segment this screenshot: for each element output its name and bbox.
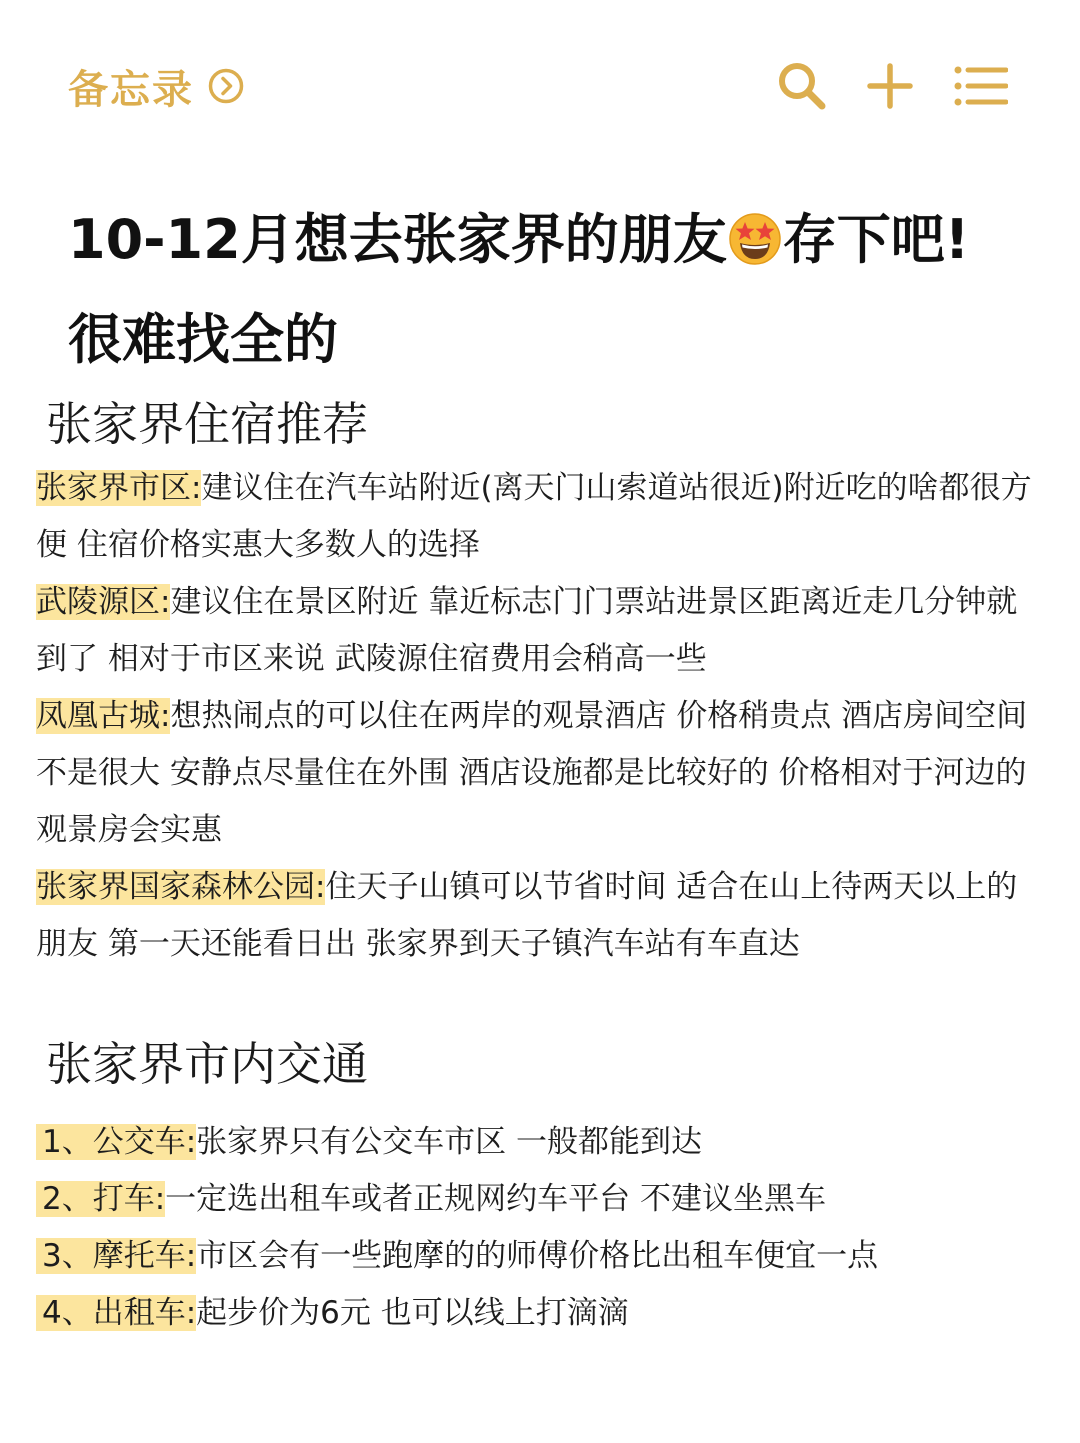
traffic-item-label: 1、公交车:	[36, 1124, 196, 1160]
list-icon[interactable]	[952, 58, 1008, 114]
lodging-item-text: 建议住在汽车站附近(离天门山索道站很近)附近吃的啥都很方便 住宿价格实惠大多数人的选择	[36, 470, 1032, 563]
lodging-item-text: 想热闹点的可以住在两岸的观景酒店 价格稍贵点 酒店房间空间不是很大 安静点尽量住在外围 酒店设施都是比较好的 价格相对于河边的观景房会实惠	[36, 698, 1028, 848]
title-line-1	[68, 190, 1028, 290]
lodging-item	[36, 574, 1046, 688]
lodging-item	[36, 859, 1046, 973]
chevron-right-circle-icon	[208, 68, 244, 104]
lodging-list	[36, 460, 1046, 973]
lodging-item	[36, 460, 1046, 574]
traffic-item-label: 2、打车:	[36, 1181, 165, 1217]
traffic-item	[36, 1285, 1046, 1342]
back-label: 备忘录	[68, 66, 194, 113]
traffic-item-text: 起步价为6元 也可以线上打滴滴	[196, 1295, 629, 1331]
traffic-item-text: 一定选出租车或者正规网约车平台 不建议坐黑车	[165, 1181, 827, 1217]
lodging-item-label: 张家界市区:	[36, 470, 202, 506]
star-struck-emoji-icon	[728, 212, 782, 266]
traffic-item-text: 市区会有一些跑摩的的师傅价格比出租车便宜一点	[196, 1238, 879, 1274]
traffic-item-label: 4、出租车:	[36, 1295, 196, 1331]
lodging-item	[36, 688, 1046, 859]
traffic-list	[36, 1114, 1046, 1342]
traffic-item-text: 张家界只有公交车市区 一般都能到达	[196, 1124, 703, 1160]
lodging-item-label: 武陵源区:	[36, 584, 171, 620]
lodging-heading: 张家界住宿推荐	[46, 397, 368, 451]
traffic-item-label: 3、摩托车:	[36, 1238, 196, 1274]
lodging-item-text: 建议住在景区附近 靠近标志门门票站进景区距离近走几分钟就到了 相对于市区来说 武陵源住宿费用会稍高一些	[36, 584, 1018, 677]
title-text-2: 存下吧!	[782, 208, 970, 271]
navigation-bar	[0, 0, 1080, 170]
traffic-item	[36, 1228, 1046, 1285]
lodging-item-text: 住天子山镇可以节省时间 适合在山上待两天以上的朋友 第一天还能看日出 张家界到天子镇汽车站有车直达	[36, 869, 1018, 962]
lodging-section	[36, 392, 1046, 973]
traffic-heading: 张家界市内交通	[46, 1037, 368, 1091]
back-button[interactable]	[68, 60, 244, 112]
search-icon[interactable]	[774, 58, 830, 114]
plus-icon[interactable]	[862, 58, 918, 114]
title-line-2: 很难找全的	[68, 308, 338, 371]
title-text-1: 10-12月想去张家界的朋友	[68, 208, 727, 271]
note-title	[68, 190, 1028, 390]
traffic-item	[36, 1114, 1046, 1171]
traffic-section	[36, 1032, 1046, 1342]
lodging-item-label: 张家界国家森林公园:	[36, 869, 326, 905]
lodging-item-label: 凤凰古城:	[36, 698, 171, 734]
traffic-item	[36, 1171, 1046, 1228]
